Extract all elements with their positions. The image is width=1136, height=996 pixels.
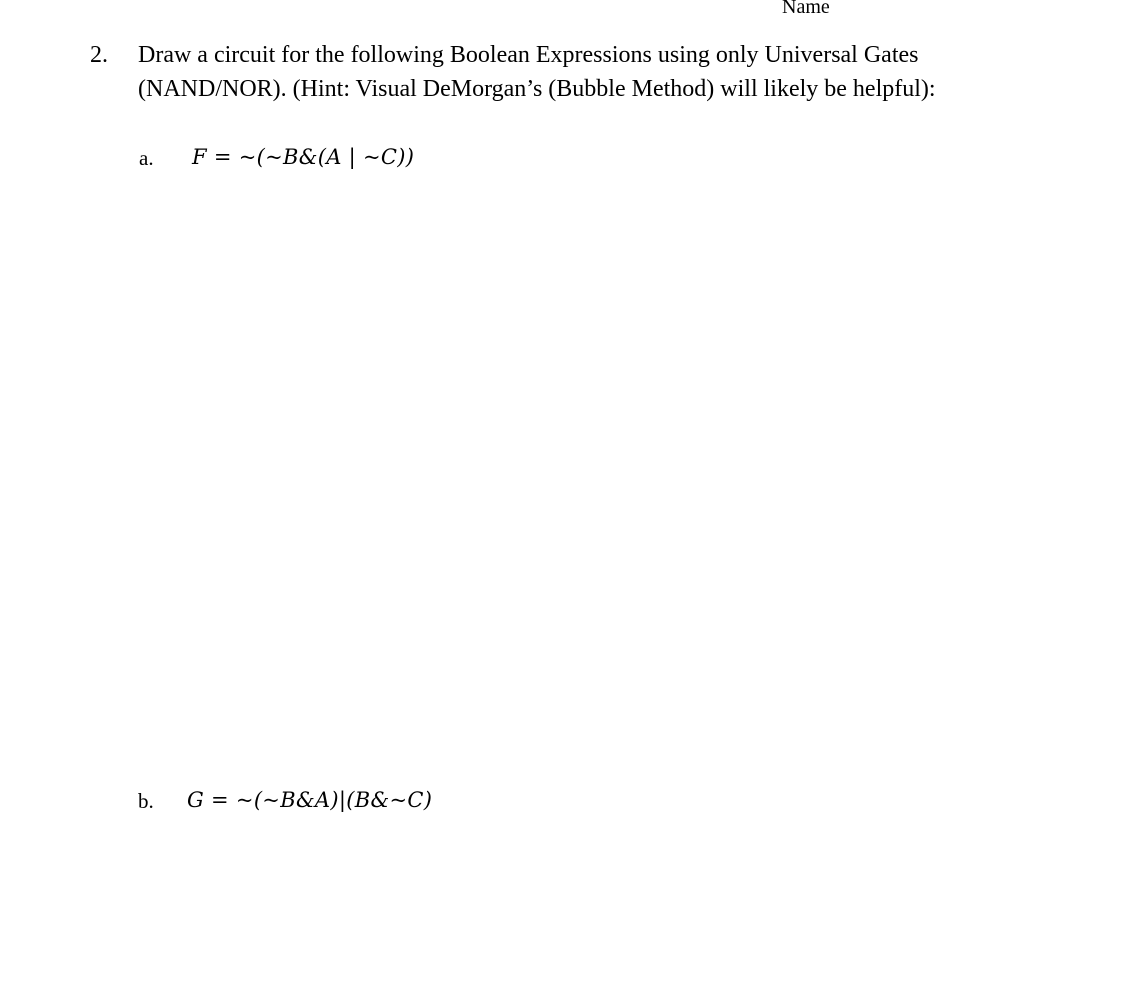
part-b-label: b.	[138, 789, 154, 813]
part-a-label: a.	[139, 146, 154, 170]
name-label: Name	[782, 0, 830, 18]
question-text-line-1: Draw a circuit for the following Boolean Expressions using only Universal Gates	[138, 42, 919, 68]
question-number: 2.	[90, 42, 108, 68]
part-b-expression: G = ~(~B&A)|(B&~C)	[187, 788, 433, 812]
question-text	[138, 38, 1038, 106]
question-text-line-2: (NAND/NOR). (Hint: Visual DeMorgan’s (Bubble Method) will likely be helpful):	[138, 76, 936, 102]
part-a-expression: F = ~(~B&(A | ~C))	[192, 145, 415, 169]
